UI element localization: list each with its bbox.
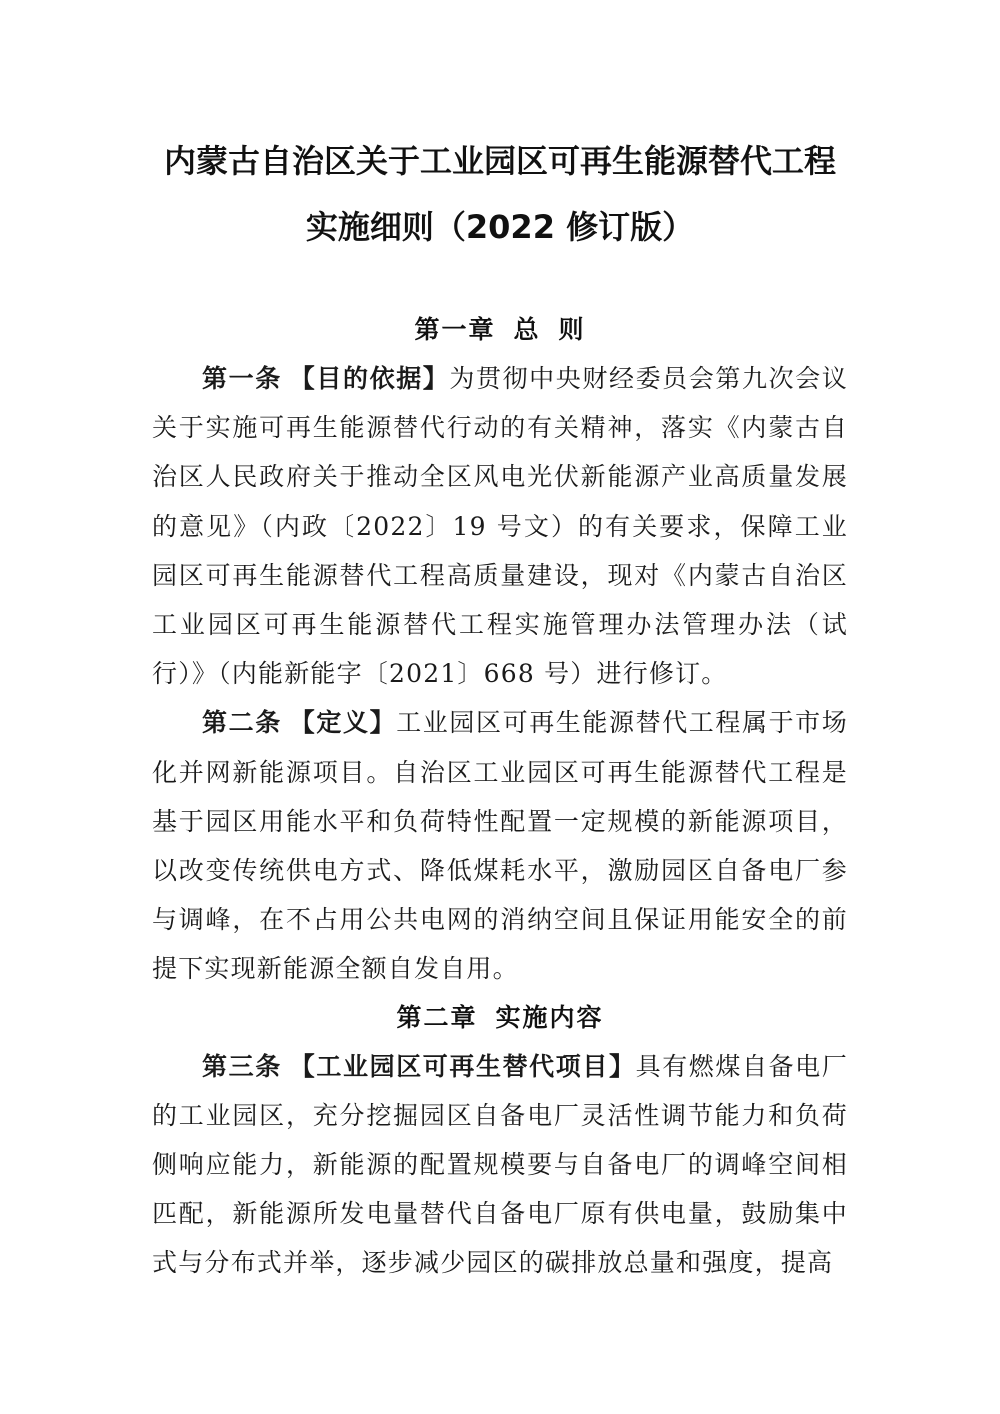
title-block [100,128,900,260]
chapter-1-title-part-2: 则 [558,315,586,344]
article-2-number: 第二条 [202,708,282,738]
article-2-text: 工业园区可再生能源替代工程属于市场化并网新能源项目。自治区工业园区可再生能源替代工程是基于园区用能水平和负荷特性配置一定规模的新能源项目，以改变传统供电方式、降低煤耗水平，激励园区自备电厂参与调峰，在不占用公共电网的消纳空间且保证用能安全的前提下实现新能源全额自发自用。 [152,708,848,984]
chapter-1-title-part-1: 总 [513,315,541,344]
document-title-line-2: 实施细则（2022 修订版） [305,208,695,246]
chapter-2-number: 第二章 [396,1002,478,1032]
article-2-tag: 【定义】 [289,708,397,738]
document-title-line-1: 内蒙古自治区关于工业园区可再生能源替代工程 [163,142,836,180]
document-body [152,306,848,1288]
article-3-text: 具有燃煤自备电厂的工业园区，充分挖掘园区自备电厂灵活性调节能力和负荷侧响应能力，新能源的配置规模要与自备电厂的调峰空间相匹配，新能源所发电量替代自备电厂原有供电量，鼓励集中式与分布式并举，逐步减少园区的碳排放总量和强度，提高 [152,1051,848,1278]
chapter-2-title: 实施内容 [495,1002,604,1032]
article-3-number: 第三条 [202,1051,282,1081]
article-1-text: 为贯彻中央财经委员会第九次会议关于实施可再生能源替代行动的有关精神，落实《内蒙古自治区人民政府关于推动全区风电光伏新能源产业高质量发展的意见》（内政〔2022〕19 号文）的有关要求，保障工业园区可再生能源替代工程高质量建设，现对《内蒙古自治区工业园区可再生能源替代工程实施管理办法管理办法（试行）》（内能新能字〔2021〕668 号）进行修订。 [152,364,848,689]
article-3-tag: 【工业园区可再生替代项目】 [289,1051,636,1081]
article-1-number: 第一条 [202,364,282,393]
article-3 [152,1042,848,1288]
article-2 [152,698,848,993]
chapter-1-number: 第一章 [414,315,496,344]
article-1-tag: 【目的依据】 [289,364,450,393]
chapter-1-heading [152,306,848,354]
chapter-2-heading [152,994,848,1042]
article-1 [152,354,848,698]
